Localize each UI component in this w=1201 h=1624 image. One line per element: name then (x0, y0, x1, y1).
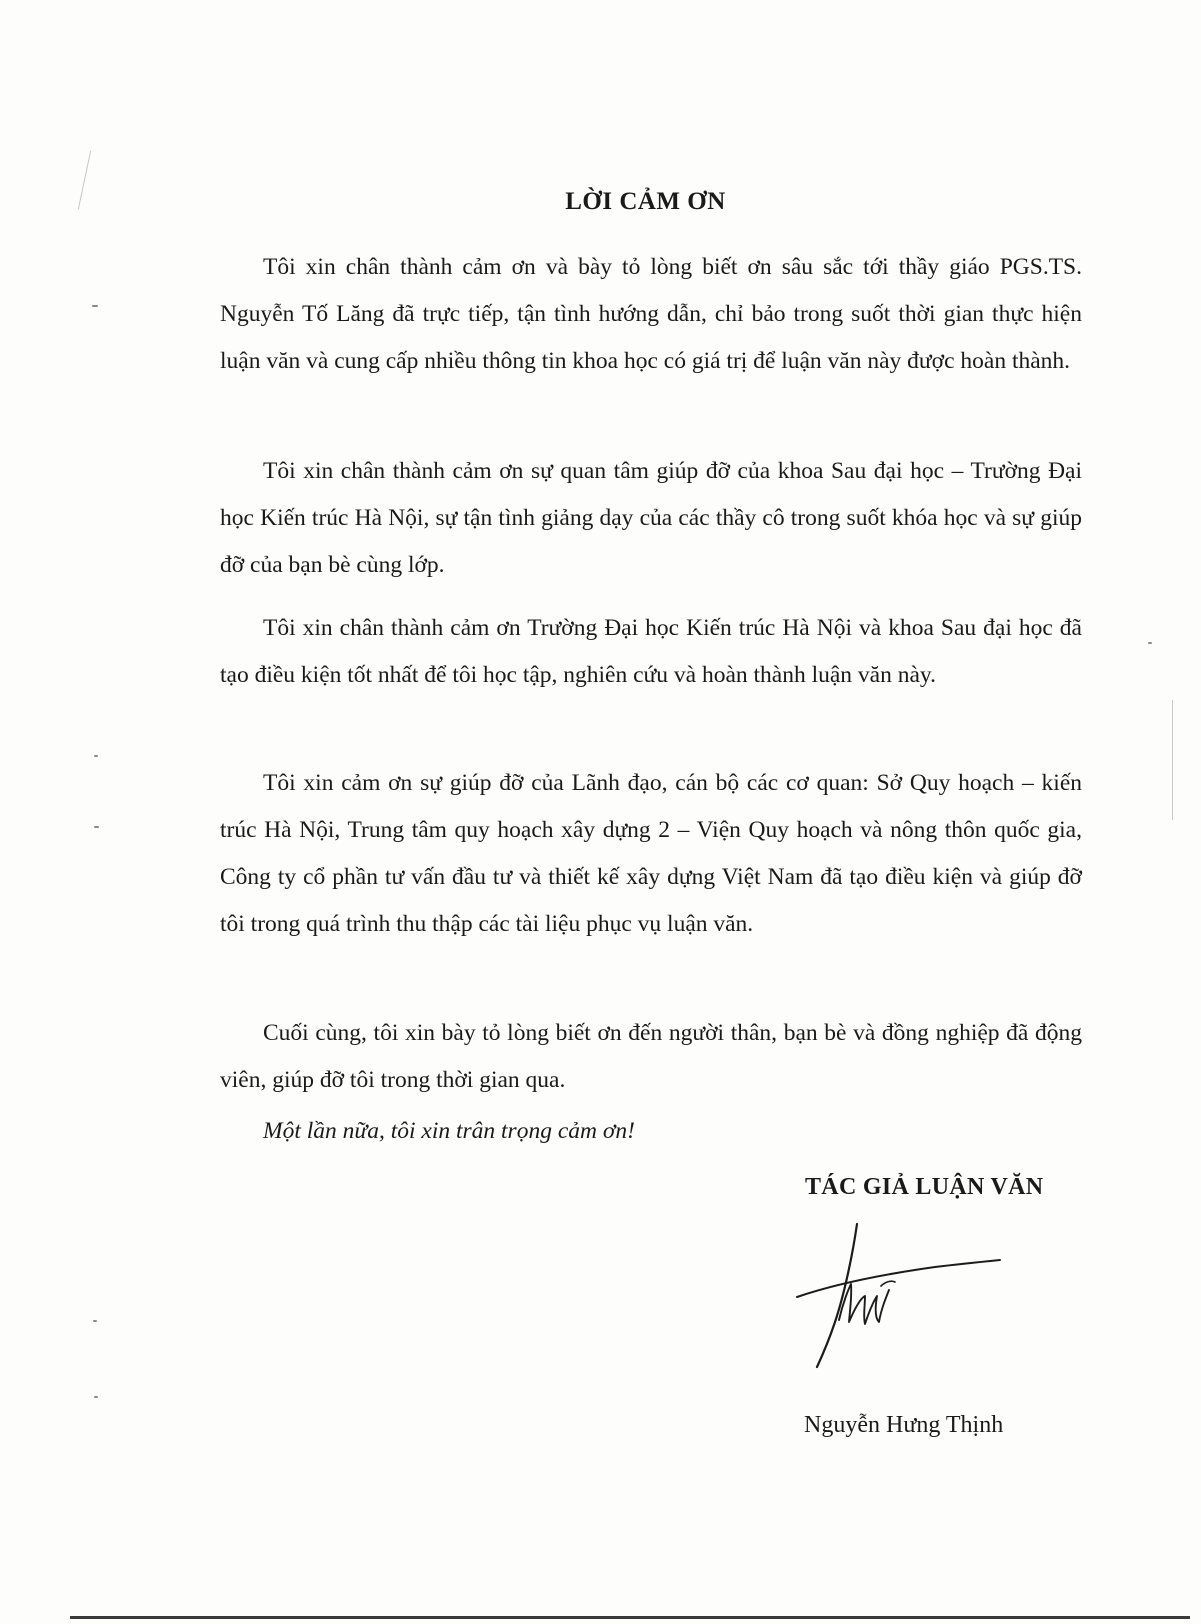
paragraph-1-text: Tôi xin chân thành cảm ơn và bày tỏ lòng biết ơn sâu sắc tới thầy giáo PGS.TS. Nguyễn Tố Lăng đã trực tiếp, tận tình hướng dẫn, chỉ bảo trong suốt thời gian thực hiện luận văn và cung cấp nhiều thông tin khoa học có giá trị để luận văn này được hoàn thành. (220, 254, 1082, 374)
scan-speck (92, 305, 98, 307)
closing-line-text: Một lần nữa, tôi xin trân trọng cảm ơn! (263, 1118, 635, 1144)
scan-speck (1148, 642, 1152, 644)
paragraph-2 (220, 448, 1082, 589)
scan-speck (94, 826, 99, 828)
paragraph-1 (220, 244, 1082, 385)
scan-speck (94, 1396, 98, 1398)
paragraph-4-text: Tôi xin cảm ơn sự giúp đỡ của Lãnh đạo, cán bộ các cơ quan: Sở Quy hoạch – kiến trúc Hà Nội, Trung tâm quy hoạch xây dựng 2 – Viện Quy hoạch và nông thôn quốc gia, Công ty cổ phần tư vấn đầu tư và thiết kế xây dựng Việt Nam đã tạo điều kiện và giúp đỡ tôi trong quá trình thu thập các tài liệu phục vụ luận văn. (220, 770, 1082, 937)
bottom-border-line (70, 1616, 1190, 1619)
paragraph-3-text: Tôi xin chân thành cảm ơn Trường Đại học Kiến trúc Hà Nội và khoa Sau đại học đã tạo điều kiện tốt nhất để tôi học tập, nghiên cứu và hoàn thành luận văn này. (220, 615, 1082, 688)
document-title: LỜI CẢM ƠN (565, 188, 726, 215)
handwritten-signature (795, 1222, 1015, 1372)
paragraph-2-text: Tôi xin chân thành cảm ơn sự quan tâm giúp đỡ của khoa Sau đại học – Trường Đại học Kiến trúc Hà Nội, sự tận tình giảng dạy của các thầy cô trong suốt khóa học và sự giúp đỡ của bạn bè cùng lớp. (220, 458, 1082, 578)
paragraph-3 (220, 605, 1082, 699)
scan-speck (93, 1320, 97, 1322)
paragraph-4 (220, 760, 1082, 948)
scan-speck (94, 755, 98, 757)
paragraph-5-text: Cuối cùng, tôi xin bày tỏ lòng biết ơn đến người thân, bạn bè và đồng nghiệp đã động viên, giúp đỡ tôi trong thời gian qua. (220, 1020, 1082, 1093)
scan-artifact-right (1172, 700, 1173, 820)
closing-line (220, 1108, 1082, 1155)
paragraph-5 (220, 1010, 1082, 1104)
signature-role: TÁC GIẢ LUẬN VĂN (805, 1174, 1044, 1200)
signature-name: Nguyễn Hưng Thịnh (804, 1412, 1004, 1438)
